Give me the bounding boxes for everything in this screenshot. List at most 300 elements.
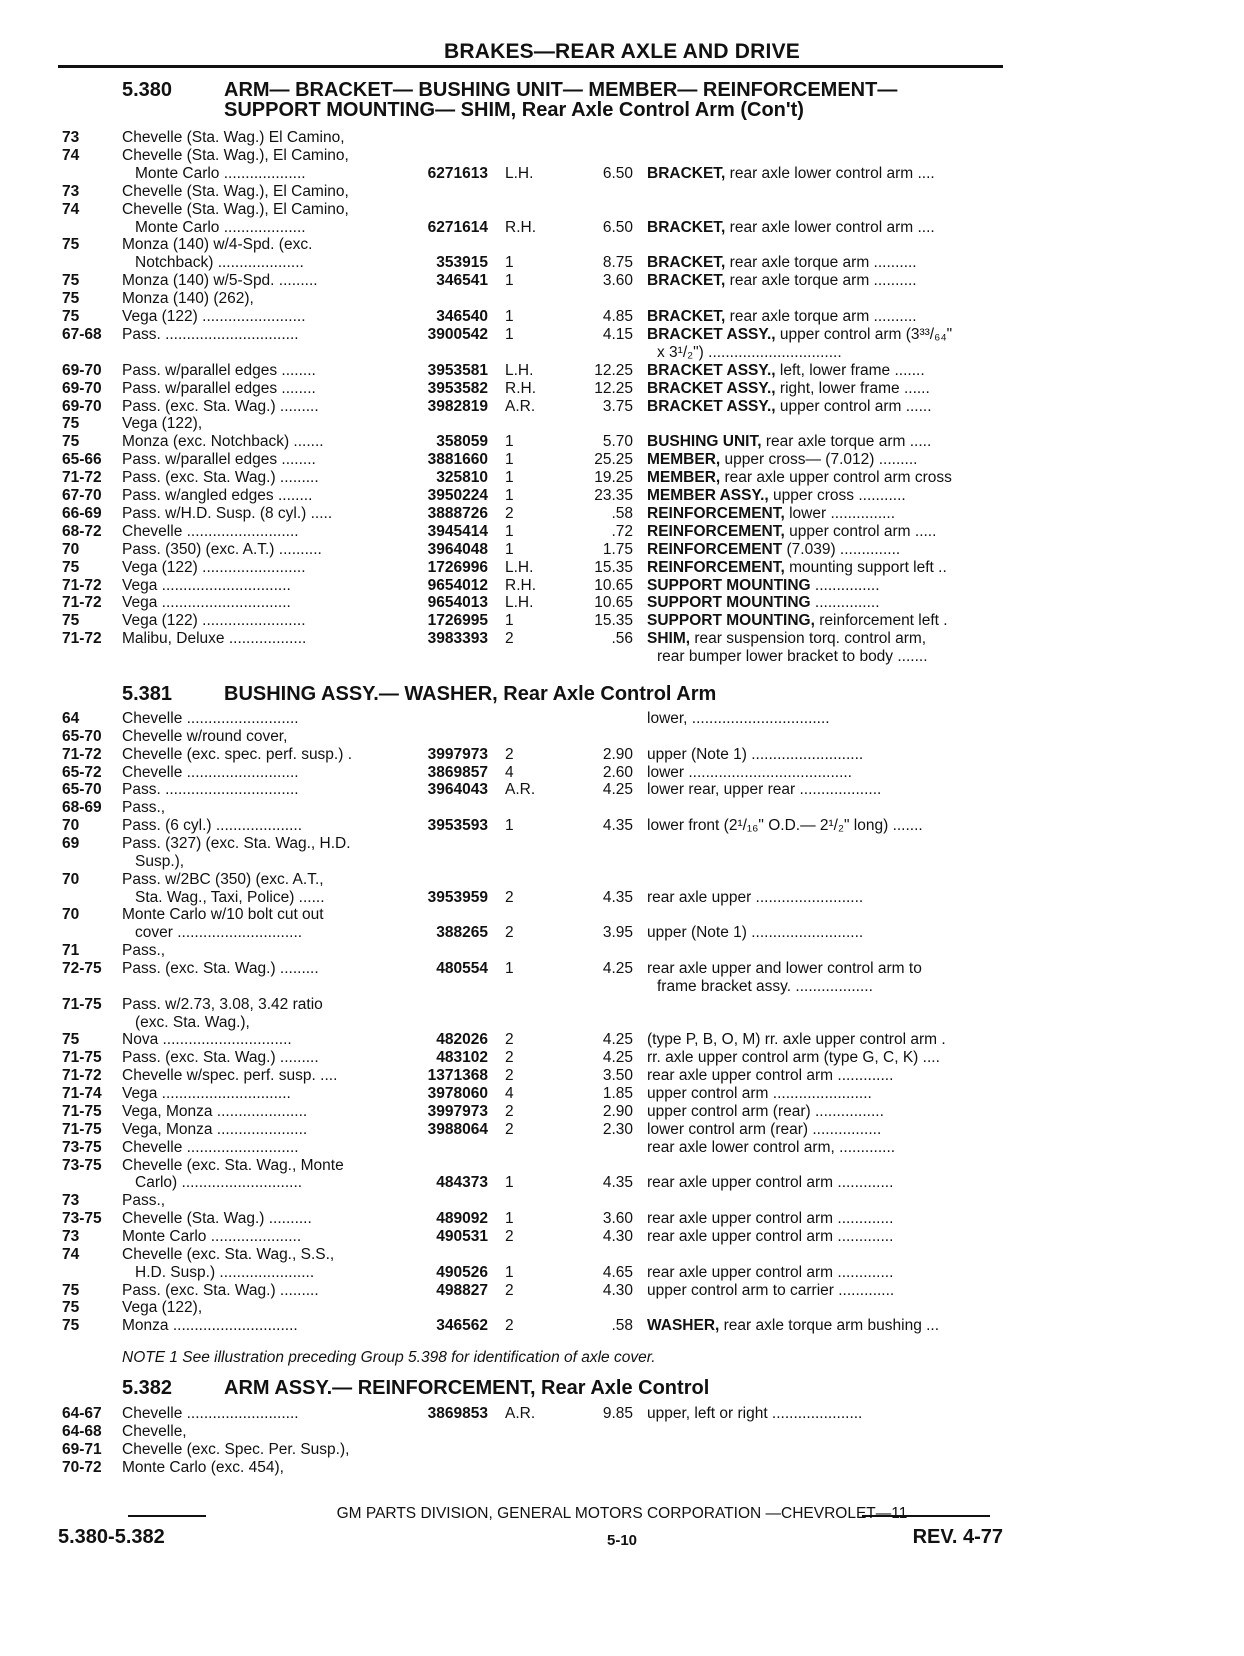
part-number: 3945414 — [427, 522, 488, 540]
parts-row — [0, 362, 1244, 380]
part-detail: upper cross— (7.012) ......... — [720, 451, 918, 469]
price: .58 — [611, 504, 633, 522]
model-year: 73 — [62, 129, 80, 146]
model-application: Pass. (exc. Sta. Wag.) ......... — [122, 960, 319, 978]
quantity: 2 — [505, 888, 514, 906]
part-detail: upper (Note 1) .......................... — [647, 745, 864, 763]
part-number: 1726995 — [427, 612, 488, 630]
section-title-5-381 — [122, 684, 716, 704]
price: 3.95 — [602, 924, 633, 942]
part-number: 6271613 — [427, 164, 488, 182]
part-number: 3953593 — [427, 817, 488, 835]
section-number: 5.380 — [122, 79, 173, 101]
part-detail: rear axle upper control arm cross — [720, 469, 952, 487]
quantity: A.R. — [505, 397, 536, 415]
parts-row — [0, 1014, 1244, 1032]
price: 3.50 — [602, 1067, 633, 1085]
model-year: 71-72 — [62, 469, 102, 487]
part-detail: ............... — [810, 576, 880, 594]
model-application: Monza (exc. Notchback) ....... — [122, 433, 324, 451]
price: 1.85 — [602, 1085, 633, 1103]
part-detail: rear axle upper control arm ............. — [647, 1174, 894, 1192]
part-description — [647, 764, 1009, 782]
part-detail: upper, left or right ..................... — [647, 1405, 863, 1422]
model-application: Vega .............................. — [122, 576, 291, 594]
part-description — [647, 487, 1009, 505]
model-application: Monza (140) w/4-Spd. (exc. — [122, 236, 313, 254]
model-application: Vega (122) ........................ — [122, 612, 306, 630]
part-description — [657, 978, 1009, 996]
parts-row — [0, 942, 1244, 960]
model-application: (exc. Sta. Wag.), — [135, 1013, 250, 1031]
parts-row — [0, 1299, 1244, 1317]
part-number: 3983393 — [427, 630, 488, 648]
part-name: BUSHING UNIT, — [647, 433, 762, 451]
model-application: Monza (140) w/5-Spd. ......... — [122, 272, 318, 290]
part-description — [647, 1264, 1009, 1282]
model-year: 73-75 — [62, 1156, 102, 1174]
part-detail: lower front (2¹/₁₆" O.D.— 2¹/₂" long) ....... — [647, 817, 923, 835]
part-detail: rear axle upper and lower control arm to — [647, 960, 922, 978]
model-year: 73 — [62, 1192, 80, 1210]
price: 4.65 — [602, 1263, 633, 1281]
parts-row — [0, 889, 1244, 907]
parts-row — [0, 996, 1244, 1014]
part-description — [647, 1085, 1009, 1103]
part-number: 3964048 — [427, 540, 488, 558]
quantity: 1 — [505, 540, 514, 558]
part-description — [647, 433, 1009, 451]
model-year: 70 — [62, 817, 80, 835]
part-description — [647, 165, 1009, 183]
model-application: Monza (140) (262), — [122, 290, 254, 308]
model-application: Vega (122) ........................ — [122, 308, 306, 325]
model-application: Chevelle (Sta. Wag.), El Camino, — [122, 200, 349, 218]
parts-row — [0, 451, 1244, 469]
part-name: BRACKET, — [647, 272, 726, 290]
price: .72 — [611, 522, 633, 540]
model-application: Chevelle (exc. Spec. Per. Susp.), — [122, 1440, 350, 1458]
part-number: 1371368 — [427, 1067, 488, 1085]
parts-row — [0, 906, 1244, 924]
running-head: BRAKES—REAR AXLE AND DRIVE — [443, 40, 800, 63]
parts-row — [0, 559, 1244, 577]
parts-row — [0, 1317, 1244, 1335]
parts-row — [0, 978, 1244, 996]
part-description — [647, 781, 1009, 799]
parts-row — [0, 630, 1244, 648]
part-description — [647, 308, 1009, 326]
part-detail: rear axle upper control arm ............. — [647, 1067, 894, 1085]
model-year: 71-75 — [62, 1102, 102, 1120]
part-number: 3953959 — [427, 888, 488, 906]
parts-row — [0, 817, 1244, 835]
parts-row — [0, 183, 1244, 201]
quantity: 2 — [505, 1120, 514, 1138]
parts-row — [0, 147, 1244, 165]
part-description — [647, 612, 1009, 630]
part-number: 3869857 — [427, 763, 488, 781]
parts-row — [0, 1264, 1244, 1282]
part-number: 483102 — [436, 1049, 488, 1067]
model-application: Pass., — [122, 1192, 166, 1210]
model-year: 75 — [62, 1317, 80, 1335]
part-detail: upper control arm (3³³/₆₄" — [775, 325, 953, 343]
price: 15.35 — [594, 612, 633, 630]
model-year: 69-70 — [62, 379, 102, 397]
parts-row — [0, 541, 1244, 559]
part-detail: (type P, B, O, M) rr. axle upper control arm . — [647, 1031, 946, 1049]
part-description — [647, 594, 1009, 612]
model-application: Vega, Monza ..................... — [122, 1120, 308, 1138]
parts-row — [0, 523, 1244, 541]
model-application: Pass. w/parallel edges ........ — [122, 451, 316, 469]
part-name: BRACKET ASSY., — [647, 379, 776, 397]
part-number: 490531 — [436, 1227, 488, 1245]
part-description — [647, 1049, 1009, 1067]
model-year: 73 — [62, 1227, 80, 1245]
part-number: 3888726 — [427, 504, 488, 522]
part-description — [647, 1067, 1009, 1085]
part-detail: rear axle upper control arm ............. — [647, 1263, 894, 1281]
quantity: 2 — [505, 745, 514, 763]
parts-row — [0, 1085, 1244, 1103]
parts-row — [0, 1246, 1244, 1264]
model-year: 69-70 — [62, 361, 102, 379]
price: 6.50 — [602, 164, 633, 182]
model-year: 71 — [62, 942, 80, 960]
quantity: 1 — [505, 1174, 514, 1192]
price: 10.65 — [594, 576, 633, 594]
model-application: Chevelle .......................... — [122, 1405, 299, 1422]
part-description — [647, 1139, 1009, 1157]
part-description — [647, 960, 1009, 978]
price: 4.35 — [602, 817, 633, 835]
price: 3.75 — [602, 397, 633, 415]
model-application: Pass. (exc. Sta. Wag.) ......... — [122, 469, 319, 487]
model-application: Pass. w/parallel edges ........ — [122, 379, 316, 397]
model-year: 71-75 — [62, 1120, 102, 1138]
part-number: 3997973 — [427, 1102, 488, 1120]
quantity: L.H. — [505, 361, 534, 379]
parts-row — [0, 1031, 1244, 1049]
parts-row — [0, 1192, 1244, 1210]
model-year: 70 — [62, 540, 80, 558]
parts-row — [0, 1139, 1244, 1157]
parts-row — [0, 326, 1244, 344]
quantity: 1 — [505, 254, 514, 272]
quantity: 1 — [505, 612, 514, 630]
part-number: 353915 — [436, 254, 488, 272]
parts-row — [0, 487, 1244, 505]
part-number: 3953582 — [427, 379, 488, 397]
model-application: Pass. (exc. Sta. Wag.) ......... — [122, 1281, 319, 1299]
model-year: 72-75 — [62, 960, 102, 978]
part-description — [647, 505, 1009, 523]
part-detail: rear axle torque arm bushing ... — [719, 1317, 940, 1335]
model-application: Chevelle .......................... — [122, 522, 299, 540]
part-number: 490526 — [436, 1263, 488, 1281]
model-year: 75 — [62, 1299, 80, 1317]
part-description — [647, 451, 1009, 469]
part-number: 6271614 — [427, 218, 488, 236]
section-title-line2: SUPPORT MOUNTING— SHIM, Rear Axle Control Arm (Con't) — [224, 99, 804, 121]
model-year: 71-72 — [62, 1067, 102, 1085]
model-year: 75 — [62, 308, 80, 325]
part-description — [647, 817, 1009, 835]
model-year: 65-70 — [62, 781, 102, 799]
price: 5.70 — [602, 433, 633, 451]
parts-row — [0, 960, 1244, 978]
quantity: L.H. — [505, 558, 534, 576]
part-detail: rear axle lower control arm, ............. — [647, 1138, 896, 1156]
part-number: 1726996 — [427, 558, 488, 576]
price: 4.35 — [602, 1174, 633, 1192]
model-year: 70-72 — [62, 1458, 102, 1476]
part-description — [647, 1174, 1009, 1192]
part-description — [647, 541, 1009, 559]
part-description — [647, 398, 1009, 416]
parts-row — [0, 1121, 1244, 1139]
part-description — [647, 559, 1009, 577]
part-number: 484373 — [436, 1174, 488, 1192]
model-year: 73-75 — [62, 1138, 102, 1156]
quantity: 1 — [505, 308, 514, 325]
part-detail: rear axle lower control arm .... — [725, 164, 935, 182]
price: 2.30 — [602, 1120, 633, 1138]
parts-row — [0, 1174, 1244, 1192]
part-name: MEMBER, — [647, 451, 721, 469]
part-number: 480554 — [436, 960, 488, 978]
price: 3.60 — [602, 1210, 633, 1228]
quantity: 1 — [505, 487, 514, 504]
model-year: 75 — [62, 272, 80, 290]
parts-row — [0, 469, 1244, 487]
parts-row — [0, 728, 1244, 746]
part-description — [647, 380, 1009, 398]
part-number: 358059 — [436, 433, 488, 451]
parts-row — [0, 1405, 1244, 1423]
model-year: 64-67 — [62, 1405, 102, 1422]
part-description — [647, 272, 1009, 290]
quantity: L.H. — [505, 594, 534, 612]
parts-row — [0, 612, 1244, 630]
model-application: Pass. w/H.D. Susp. (8 cyl.) ..... — [122, 504, 333, 522]
model-application: Chevelle .......................... — [122, 710, 299, 727]
part-detail: reinforcement left . — [814, 612, 948, 630]
model-year: 65-66 — [62, 451, 102, 469]
model-year: 64-68 — [62, 1422, 102, 1440]
part-name: SUPPORT MOUNTING — [647, 594, 811, 612]
parts-row — [0, 308, 1244, 326]
model-application: Monte Carlo ................... — [135, 218, 306, 236]
quantity: 1 — [505, 469, 514, 487]
parts-row — [0, 648, 1244, 666]
price: 3.60 — [602, 272, 633, 290]
part-name: WASHER, — [647, 1317, 720, 1335]
parts-row — [0, 415, 1244, 433]
part-detail: rear axle upper ......................... — [647, 888, 864, 906]
model-year: 68-69 — [62, 799, 102, 817]
part-detail: lower control arm (rear) ................ — [647, 1120, 882, 1138]
part-name: BRACKET, — [647, 308, 726, 325]
quantity: 1 — [505, 1210, 514, 1228]
parts-row — [0, 924, 1244, 942]
model-application: Pass. w/angled edges ........ — [122, 487, 313, 504]
part-description — [647, 1031, 1009, 1049]
part-detail: upper control arm ..... — [784, 522, 937, 540]
model-application: Vega, Monza ..................... — [122, 1102, 308, 1120]
price: 4.15 — [602, 325, 633, 343]
part-name: BRACKET, — [647, 218, 726, 236]
part-number: 3978060 — [427, 1085, 488, 1103]
quantity: 2 — [505, 1227, 514, 1245]
part-number: 388265 — [436, 924, 488, 942]
part-number: 3900542 — [427, 325, 488, 343]
model-year: 75 — [62, 1031, 80, 1049]
parts-row — [0, 764, 1244, 782]
part-detail: upper (Note 1) .......................... — [647, 924, 864, 942]
quantity: 1 — [505, 817, 514, 835]
model-application: Pass. ............................... — [122, 781, 299, 799]
part-description — [647, 924, 1009, 942]
model-application: Sta. Wag., Taxi, Police) ...... — [135, 888, 325, 906]
parts-row — [0, 165, 1244, 183]
part-detail: rear axle torque arm ..... — [761, 433, 932, 451]
model-application: Susp.), — [135, 852, 185, 870]
model-application: Pass. w/2.73, 3.08, 3.42 ratio — [122, 995, 323, 1013]
parts-row — [0, 746, 1244, 764]
part-name: REINFORCEMENT, — [647, 522, 785, 540]
model-year: 71-75 — [62, 995, 102, 1013]
model-application: Monza ............................. — [122, 1317, 298, 1335]
price: 8.75 — [602, 254, 633, 272]
model-application: Chevelle (exc. Sta. Wag., Monte — [122, 1156, 344, 1174]
model-year: 66-69 — [62, 504, 102, 522]
part-detail: rear axle torque arm .......... — [725, 272, 917, 290]
model-year: 74 — [62, 146, 80, 164]
model-application: Chevelle (Sta. Wag.), El Camino, — [122, 182, 349, 200]
quantity: A.R. — [505, 781, 536, 799]
parts-row — [0, 594, 1244, 612]
model-year: 75 — [62, 1281, 80, 1299]
part-description — [647, 1103, 1009, 1121]
part-detail: right, lower frame ...... — [775, 379, 930, 397]
model-application: Vega (122) ........................ — [122, 558, 306, 576]
part-number: 498827 — [436, 1281, 488, 1299]
part-number: 3982819 — [427, 397, 488, 415]
model-year: 69-71 — [62, 1440, 102, 1458]
quantity: A.R. — [505, 1405, 536, 1422]
part-description — [647, 326, 1009, 344]
part-description — [647, 362, 1009, 380]
quantity: L.H. — [505, 164, 534, 182]
quantity: R.H. — [505, 379, 536, 397]
model-year: 69-70 — [62, 397, 102, 415]
footnote: NOTE 1 See illustration preceding Group 5.398 for identification of axle cover. — [122, 1349, 656, 1366]
part-name: REINFORCEMENT, — [647, 558, 785, 576]
model-application: Monte Carlo ................... — [135, 164, 306, 182]
part-number: 3997973 — [427, 745, 488, 763]
model-year: 75 — [62, 415, 80, 433]
model-year: 73 — [62, 182, 80, 200]
model-application: Monte Carlo (exc. 454), — [122, 1458, 284, 1476]
model-year: 67-70 — [62, 487, 102, 504]
part-description — [647, 1121, 1009, 1139]
part-number: 325810 — [436, 469, 488, 487]
footer-publisher: GM PARTS DIVISION, GENERAL MOTORS CORPORATION —CHEVROLET—11 — [336, 1505, 908, 1522]
model-application: Chevelle (Sta. Wag.) .......... — [122, 1210, 312, 1228]
part-description — [647, 1317, 1009, 1335]
part-detail: rr. axle upper control arm (type G, C, K) .... — [647, 1049, 940, 1067]
quantity: 2 — [505, 504, 514, 522]
parts-row — [0, 1210, 1244, 1228]
model-year: 69 — [62, 835, 80, 853]
parts-row — [0, 433, 1244, 451]
part-detail: upper control arm (rear) ................ — [647, 1102, 884, 1120]
parts-row — [0, 1441, 1244, 1459]
model-application: Pass. ............................... — [122, 325, 299, 343]
price: 1.75 — [602, 540, 633, 558]
part-detail: lower, ................................ — [647, 710, 830, 727]
model-application: Malibu, Deluxe .................. — [122, 630, 307, 648]
part-detail: rear bumper lower bracket to body ....... — [657, 648, 928, 666]
model-application: Pass. w/parallel edges ........ — [122, 361, 316, 379]
model-application: Pass. (exc. Sta. Wag.) ......... — [122, 1049, 319, 1067]
model-year: 75 — [62, 612, 80, 630]
header-rule — [58, 65, 1003, 68]
quantity: 2 — [505, 1317, 514, 1335]
model-application: Monte Carlo ..................... — [122, 1227, 302, 1245]
quantity: 1 — [505, 272, 514, 290]
part-number: 9654013 — [427, 594, 488, 612]
price: 25.25 — [594, 451, 633, 469]
model-application: Pass. (6 cyl.) .................... — [122, 817, 303, 835]
part-number: 489092 — [436, 1210, 488, 1228]
part-number: 3964043 — [427, 781, 488, 799]
part-description — [647, 630, 1009, 648]
quantity: 4 — [505, 763, 514, 781]
model-year: 67-68 — [62, 325, 102, 343]
model-year: 75 — [62, 433, 80, 451]
model-application: Chevelle w/spec. perf. susp. .... — [122, 1067, 338, 1085]
parts-row — [0, 129, 1244, 147]
parts-row — [0, 871, 1244, 889]
model-application: Pass., — [122, 942, 166, 960]
part-name: REINFORCEMENT, — [647, 504, 785, 522]
model-application: Chevelle, — [122, 1422, 187, 1440]
part-detail: upper control arm to carrier ............. — [647, 1281, 895, 1299]
quantity: 2 — [505, 1281, 514, 1299]
part-detail: frame bracket assy. .................. — [657, 977, 873, 995]
part-detail: left, lower frame ....... — [775, 361, 925, 379]
parts-row — [0, 1157, 1244, 1175]
price: .56 — [611, 630, 633, 648]
part-description — [647, 577, 1009, 595]
parts-row — [0, 577, 1244, 595]
part-name: BRACKET ASSY., — [647, 361, 776, 379]
part-name: SUPPORT MOUNTING, — [647, 612, 815, 630]
model-year: 70 — [62, 906, 80, 924]
part-number: 482026 — [436, 1031, 488, 1049]
part-description — [647, 1282, 1009, 1300]
parts-row — [0, 1228, 1244, 1246]
price: 4.35 — [602, 888, 633, 906]
page-number: 5-10 — [606, 1532, 638, 1549]
part-description — [647, 710, 1009, 728]
model-application: Chevelle (Sta. Wag.) El Camino, — [122, 129, 345, 146]
parts-row — [0, 710, 1244, 728]
